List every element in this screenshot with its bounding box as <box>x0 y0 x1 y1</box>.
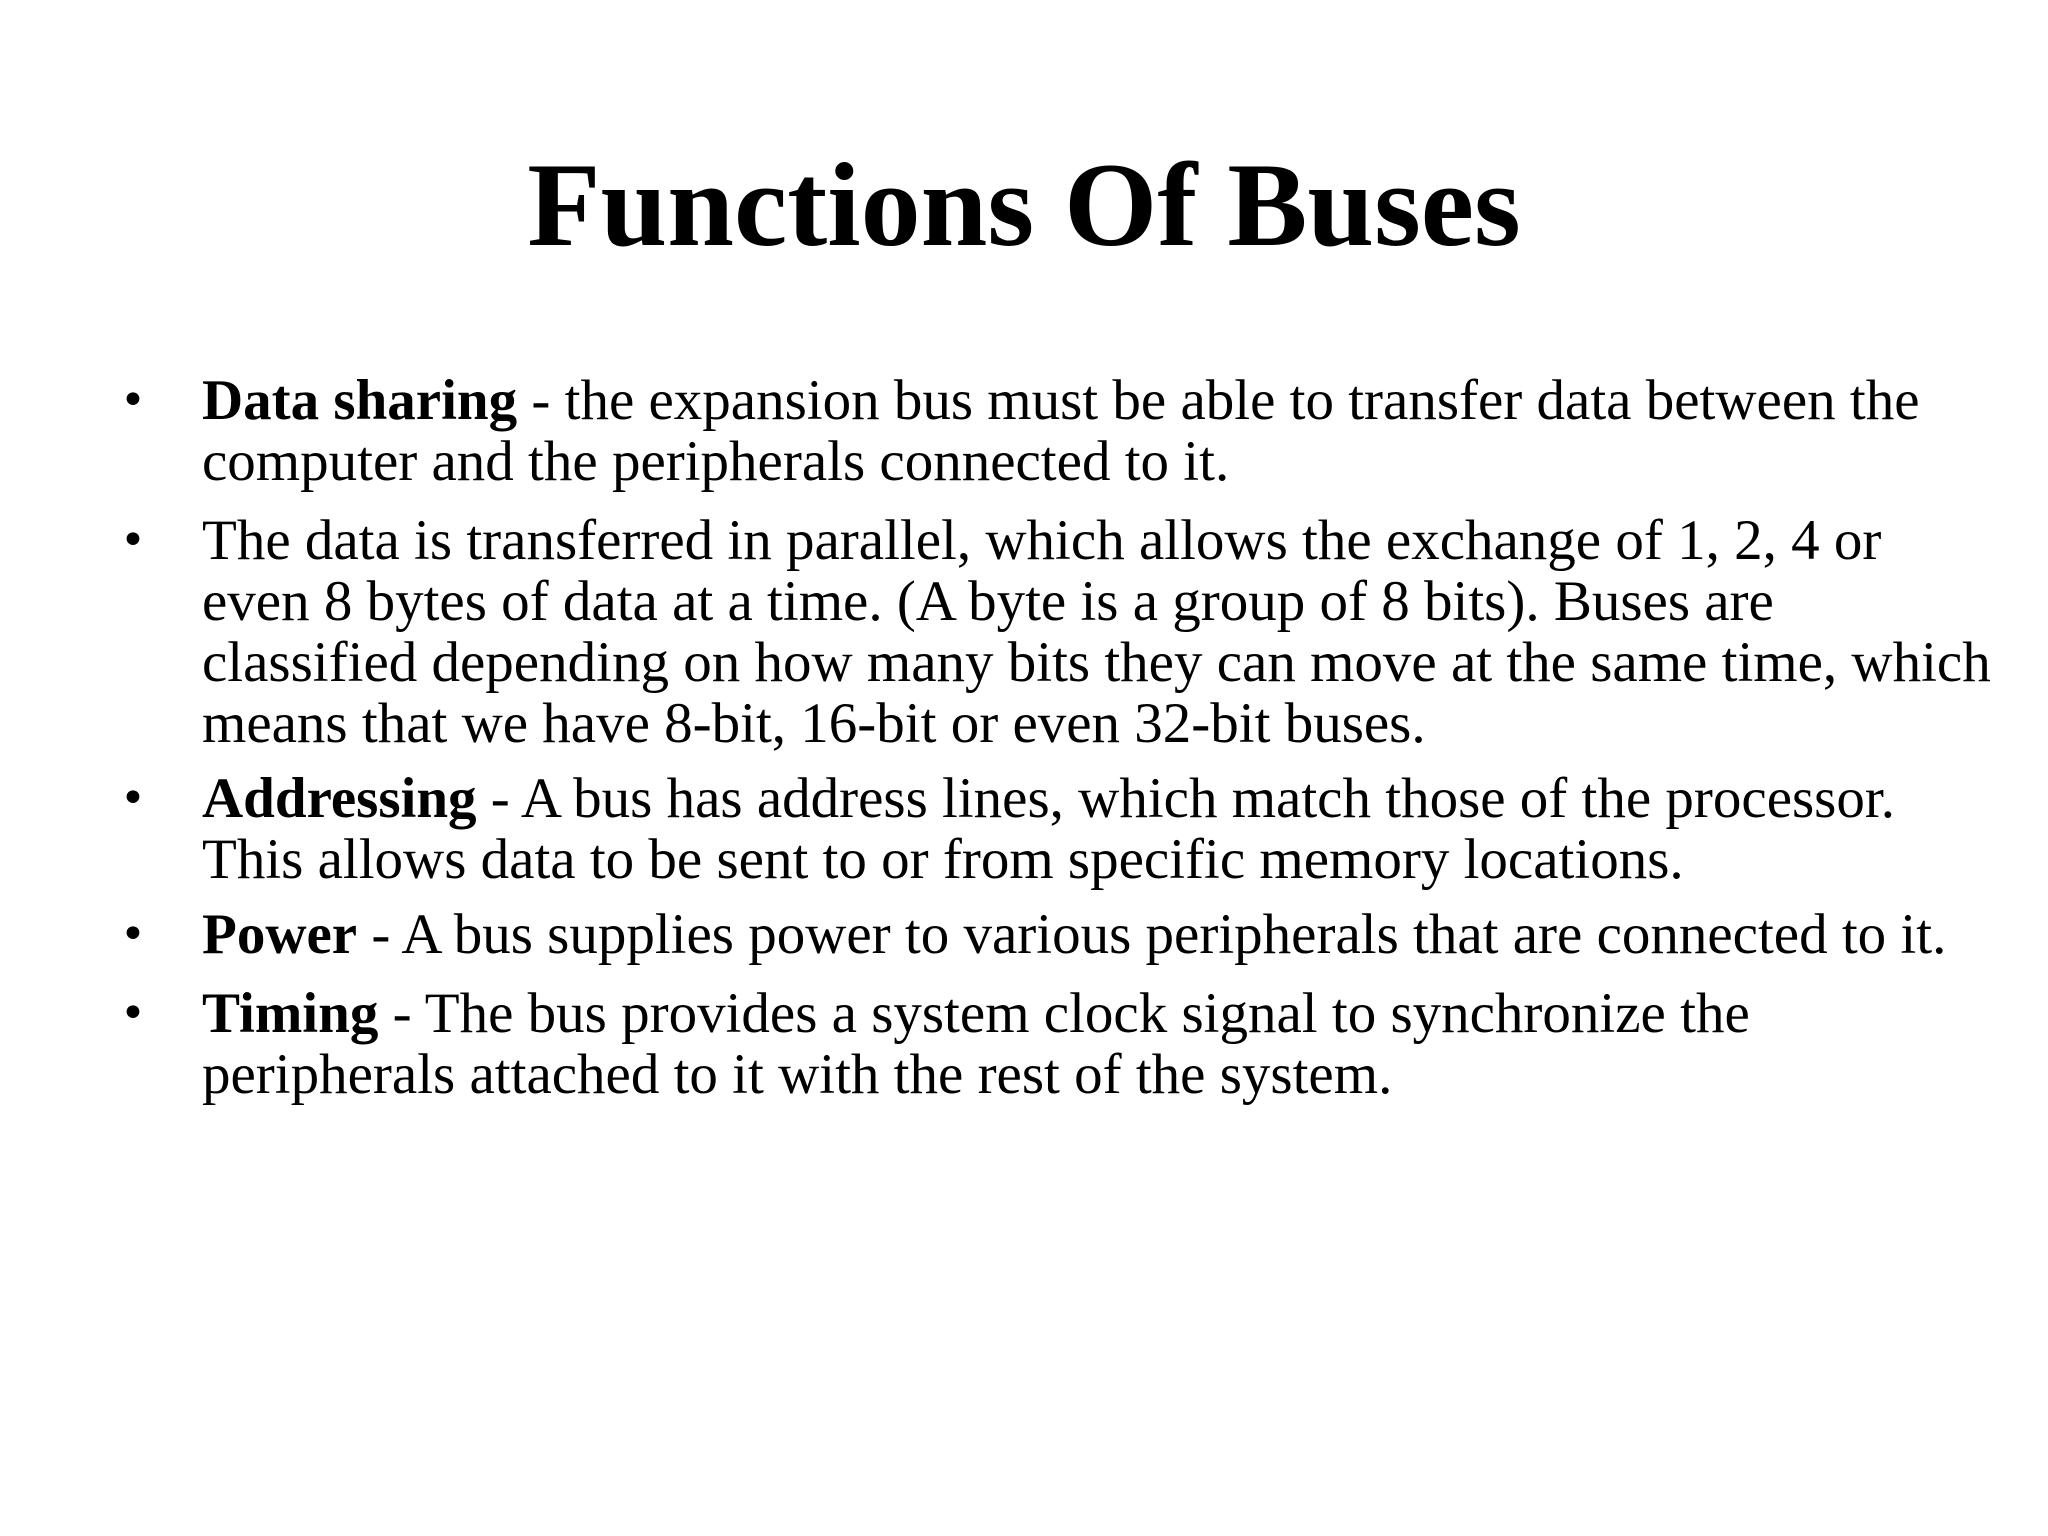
bullet-item-parallel-transfer <box>120 510 2000 754</box>
bullet-icon: • <box>120 773 146 824</box>
bullet-item-timing <box>120 983 2000 1105</box>
bullet-list <box>120 370 2000 1123</box>
bullet-text: - A bus has address lines, which match those of the processor. This allows data to be sent to or from specific memory locations. <box>202 767 1895 891</box>
bullet-item-power <box>120 904 2000 965</box>
bullet-item-data-sharing <box>120 370 2000 492</box>
bullet-text: The data is transferred in parallel, which allows the exchange of 1, 2, 4 or even 8 bytes of data at a time. (A byte is a group of 8 bits). Buses are classified depending on how many bits they can move at the same time, which means that we have 8-bit, 16-bit or even 32-bit buses. <box>202 509 1991 755</box>
bullet-text: - the expansion bus must be able to transfer data between the computer and the peripherals connected to it. <box>202 369 1920 493</box>
bullet-term: Timing <box>202 982 379 1045</box>
bullet-icon: • <box>120 909 146 960</box>
bullet-item-addressing <box>120 768 2000 890</box>
bullet-term: Power <box>202 903 358 966</box>
bullet-icon: • <box>120 375 146 426</box>
bullet-icon: • <box>120 988 146 1039</box>
bullet-text: - The bus provides a system clock signal to synchronize the peripherals attached to it with the rest of the system. <box>202 982 1750 1106</box>
bullet-text: - A bus supplies power to various peripherals that are connected to it. <box>357 903 1947 966</box>
bullet-icon: • <box>120 515 146 566</box>
bullet-term: Addressing <box>202 767 477 830</box>
slide-title: Functions Of Buses <box>527 138 1521 271</box>
bullet-term: Data sharing <box>202 369 518 432</box>
